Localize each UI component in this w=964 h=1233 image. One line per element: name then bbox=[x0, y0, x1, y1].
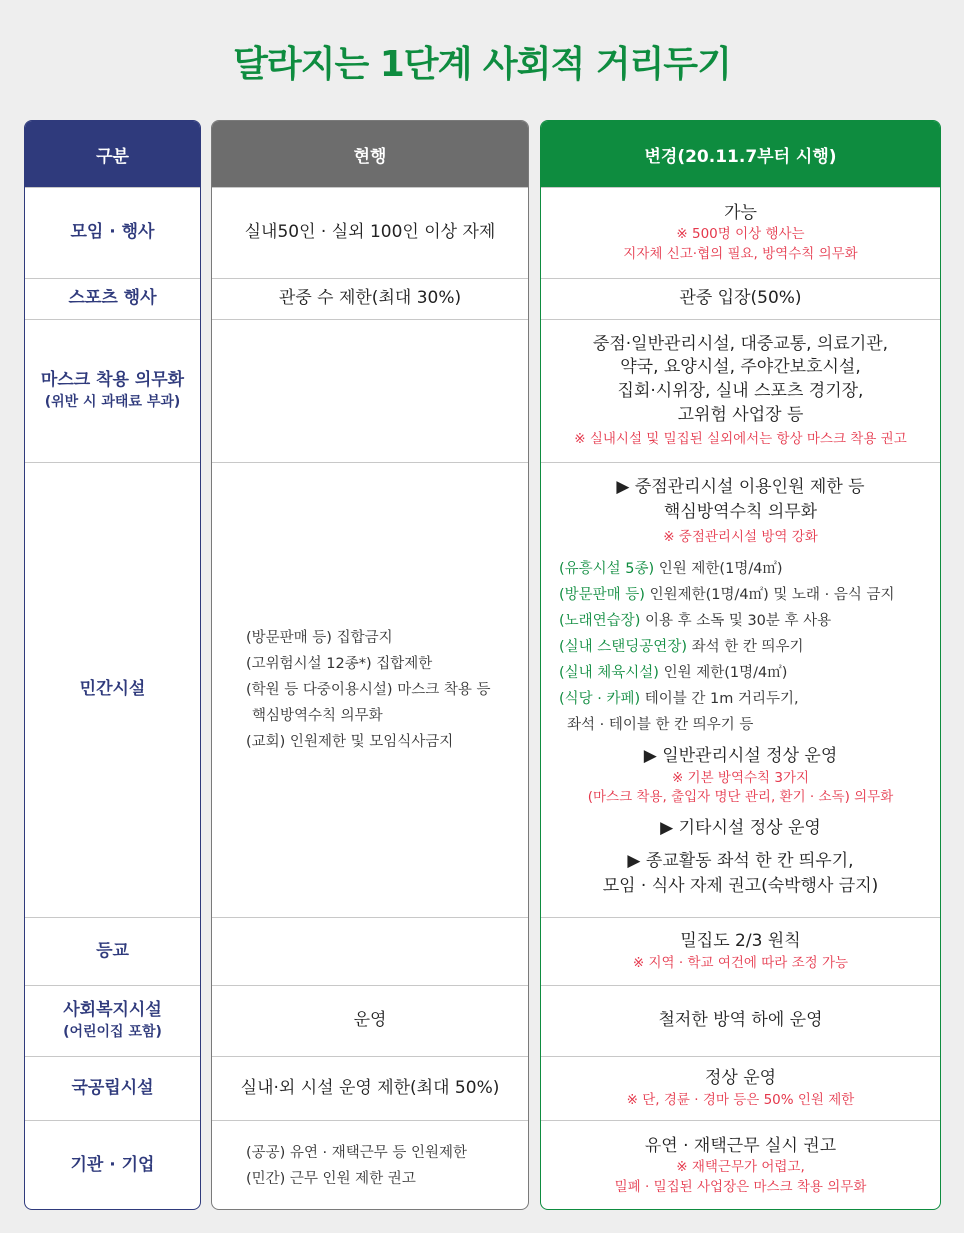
note-text: ※ 단, 경륜 · 경마 등은 50% 인원 제한 bbox=[626, 1091, 855, 1108]
note-text: (마스크 착용, 출입자 명단 관리, 환기 · 소독) 의무화 bbox=[587, 789, 894, 806]
current-sports: 관중 수 제한(최대 30%) bbox=[212, 278, 528, 319]
changed-company: 유연 · 재택근무 실시 권고 ※ 재택근무가 어렵고, 밀폐 · 밀집된 사업장은 마스크 착용 의무화 bbox=[541, 1120, 940, 1210]
changed-sports: 관중 입장(50%) bbox=[541, 278, 940, 319]
list-item: (고위험시설 12종*) 집합제한 bbox=[246, 656, 433, 672]
label-sports: 스포츠 행사 bbox=[25, 278, 200, 319]
current-column bbox=[211, 120, 529, 1210]
note-text: 지자체 신고·협의 필요, 방역수칙 의무화 bbox=[623, 245, 858, 262]
label-mask-sub: (위반 시 과태료 부과) bbox=[44, 394, 181, 411]
changed-header: 변경(20.11.7부터 시행) bbox=[541, 121, 940, 187]
note-text: ※ 실내시설 및 밀집된 실외에서는 항상 마스크 착용 권고 bbox=[574, 430, 907, 447]
list-item: (민간) 근무 인원 제한 권고 bbox=[246, 1171, 416, 1187]
changed-gathering: 가능 ※ 500명 이상 행사는 지자체 신고·협의 필요, 방역수칙 의무화 bbox=[541, 187, 940, 278]
page-title: 달라지는 1단계 사회적 거리두기 bbox=[233, 44, 731, 85]
list-item: (실내 스탠딩공연장) 좌석 한 칸 띄우기 bbox=[559, 638, 804, 655]
label-welfare: 사회복지시설 (어린이집 포함) bbox=[25, 985, 200, 1056]
label-school: 등교 bbox=[25, 917, 200, 985]
current-company bbox=[212, 1120, 528, 1210]
list-item: (노래연습장) 이용 후 소독 및 30분 후 사용 bbox=[559, 612, 832, 629]
category-column bbox=[24, 120, 201, 1210]
current-header: 현행 bbox=[212, 121, 528, 187]
label-company: 기관 · 기업 bbox=[25, 1120, 200, 1210]
list-item: (방문판매 등) 집합금지 bbox=[246, 630, 393, 646]
list-item: (실내 체육시설) 인원 제한(1명/4㎡) bbox=[559, 664, 788, 681]
list-item: 좌석 · 테이블 한 칸 띄우기 등 bbox=[567, 716, 754, 733]
label-private: 민간시설 bbox=[25, 462, 200, 917]
facility-list bbox=[549, 556, 894, 738]
note-text: 밀폐 · 밀집된 사업장은 마스크 착용 의무화 bbox=[614, 1178, 867, 1195]
changed-mask: 중점·일반관리시설, 대중교통, 의료기관, 약국, 요양시설, 주야간보호시설, 집회·시위장, 실내 스포츠 경기장, 고위험 사업장 등 ※ 실내시설 및 밀집된 실외에서는 항상 마스크 착용 권고 bbox=[541, 319, 940, 462]
label-welfare-sub: (어린이집 포함) bbox=[63, 1024, 162, 1041]
list-item: (식당 · 카페) 테이블 간 1m 거리두기, bbox=[559, 690, 799, 707]
changed-school: 밀집도 2/3 원칙 ※ 지역 · 학교 여건에 따라 조정 가능 bbox=[541, 917, 940, 985]
category-header: 구분 bbox=[25, 121, 200, 187]
changed-column bbox=[540, 120, 941, 1210]
label-gathering: 모임 · 행사 bbox=[25, 187, 200, 278]
list-item: 핵심방역수칙 의무화 bbox=[252, 708, 383, 724]
note-text: ※ 중점관리시설 방역 강화 bbox=[663, 529, 818, 545]
current-mask bbox=[212, 319, 528, 462]
current-public: 실내·외 시설 운영 제한(최대 50%) bbox=[212, 1056, 528, 1120]
current-welfare: 운영 bbox=[212, 985, 528, 1056]
note-text: ※ 지역 · 학교 여건에 따라 조정 가능 bbox=[632, 954, 849, 971]
current-private bbox=[212, 462, 528, 917]
list-item: (유흥시설 5종) 인원 제한(1명/4㎡) bbox=[559, 560, 783, 577]
list-item: (학원 등 다중이용시설) 마스크 착용 등 bbox=[246, 682, 491, 698]
label-public: 국공립시설 bbox=[25, 1056, 200, 1120]
changed-public: 정상 운영 ※ 단, 경륜 · 경마 등은 50% 인원 제한 bbox=[541, 1056, 940, 1120]
changed-private: ▶ 중점관리시설 이용인원 제한 등 핵심방역수칙 의무화 ※ 중점관리시설 방역 강화 (유흥시설 5종) 인원 제한(1명/4㎡) (방문판매 등) 인원제한(1명/4㎡) 및 노래 · 음식 금지 (노래연습장) 이용 후 소독 및 30분 후 사용 (실내 스탠딩공연장) 좌석 한 칸 띄우기 (실내 체육시설) 인원 제한(1명/4㎡) (식당 · 카페) 테이블 간 1m 거리두기, 좌석 · 테이블 한 칸 띄우기 등 ▶ 일반관리시설 정상 운영 ※ 기본 방역수칙 3가지 (마스크 착용, 출입자 명단 관리, 환기 · 소독) 의무화 ▶ 기타시설 정상 운영 ▶ 종교활동 좌석 한 칸 띄우기, 모임 · 식사 자제 권고(숙박행사 금지) bbox=[541, 462, 940, 917]
current-school bbox=[212, 917, 528, 985]
list-item: (방문판매 등) 인원제한(1명/4㎡) 및 노래 · 음식 금지 bbox=[559, 586, 895, 603]
note-text: ※ 500명 이상 행사는 bbox=[676, 226, 805, 243]
note-text: ※ 재택근무가 어렵고, bbox=[676, 1159, 805, 1176]
list-item: (교회) 인원제한 및 모임식사금지 bbox=[246, 734, 454, 750]
list-item: (공공) 유연 · 재택근무 등 인원제한 bbox=[246, 1145, 468, 1161]
changed-welfare: 철저한 방역 하에 운영 bbox=[541, 985, 940, 1056]
note-text: ※ 기본 방역수칙 3가지 bbox=[671, 769, 810, 786]
label-mask: 마스크 착용 의무화 (위반 시 과태료 부과) bbox=[25, 319, 200, 462]
current-gathering: 실내50인 · 실외 100인 이상 자제 bbox=[212, 187, 528, 278]
